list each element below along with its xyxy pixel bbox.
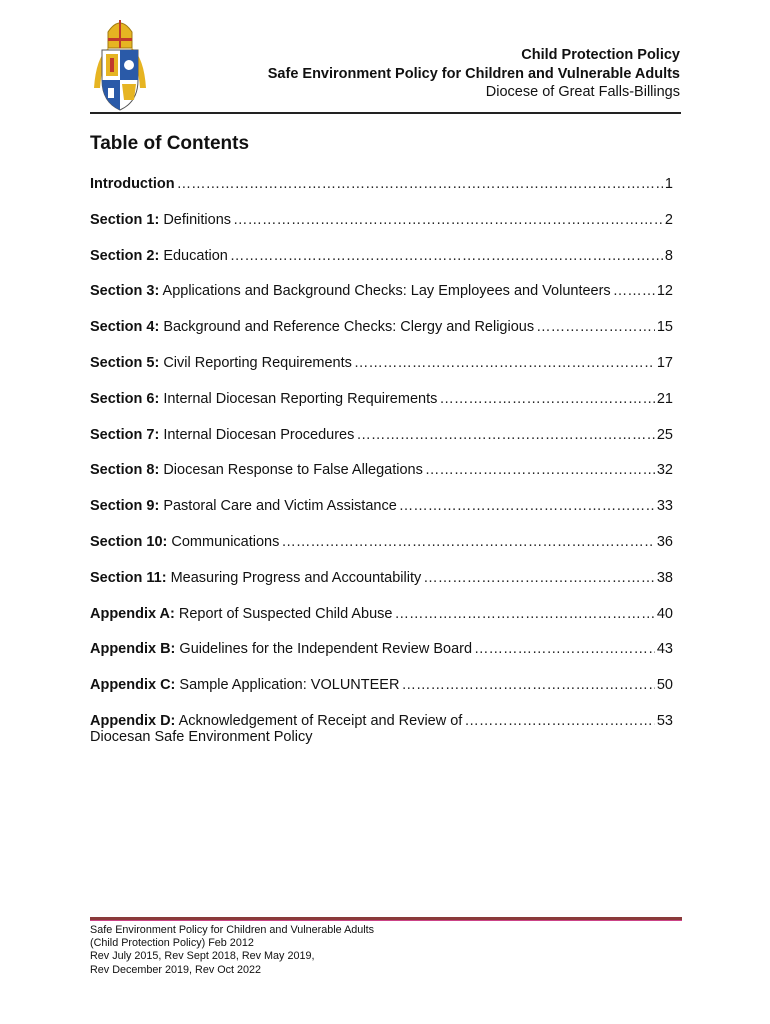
toc-entry[interactable]	[90, 176, 673, 212]
toc-entry-page: 33	[656, 498, 673, 515]
toc-entry-page: 53	[656, 712, 673, 729]
toc-entry-page: 1	[664, 176, 673, 192]
toc-entry-text: Education	[159, 247, 228, 264]
toc-entry-text-continued: Diocesan Safe Environment Policy	[90, 728, 313, 745]
toc-dot-leader	[536, 319, 655, 335]
toc-dot-leader	[356, 427, 655, 443]
toc-entry-text: Report of Suspected Child Abuse	[174, 605, 393, 622]
toc-entry-label: Section 4:	[90, 319, 160, 336]
footer-line: Rev July 2015, Rev Sept 2018, Rev May 2019,	[90, 950, 315, 963]
toc-entry-text: Applications and Background Checks: Lay Employees and Volunteers	[159, 283, 611, 300]
footer-line: Safe Environment Policy for Children and Vulnerable Adults	[90, 924, 375, 936]
toc-entry-label: Section 2:	[90, 247, 160, 264]
toc-entry-label: Section 11:	[90, 569, 167, 586]
header-policy-subtitle: Safe Environment Policy for Children and Vulnerable Adults	[267, 65, 680, 82]
toc-entry[interactable]	[90, 606, 673, 642]
toc-entry-text: Sample Application: VOLUNTEER	[175, 677, 400, 694]
toc-dot-leader	[177, 176, 663, 192]
toc-entry[interactable]	[90, 713, 673, 745]
toc-entry-text: Communications	[167, 533, 280, 550]
toc-entry-page: 32	[656, 462, 673, 479]
toc-entry-label: Section 5:	[90, 354, 160, 371]
toc-entry-page: 8	[664, 247, 673, 264]
toc-dot-leader	[439, 391, 654, 407]
document-header	[268, 46, 680, 102]
toc-entry-text: Definitions	[159, 211, 232, 228]
toc-entry-page: 15	[656, 319, 673, 336]
toc-entry-page: 36	[656, 533, 673, 550]
document-footer	[90, 924, 374, 977]
header-diocese-name: Diocese of Great Falls-Billings	[485, 84, 680, 100]
toc-entry[interactable]	[90, 212, 673, 248]
toc-entry-text: Internal Diocesan Reporting Requirements	[159, 390, 438, 407]
toc-entry[interactable]	[90, 534, 673, 570]
toc-entry-label: Section 8:	[90, 462, 160, 479]
toc-entry-label: Appendix A:	[90, 605, 175, 622]
toc-entry[interactable]	[90, 427, 673, 463]
toc-entry[interactable]	[90, 462, 673, 498]
footer-divider	[90, 917, 682, 921]
toc-dot-leader	[474, 641, 655, 657]
toc-entry-page: 25	[656, 426, 673, 443]
toc-entry-page: 21	[656, 390, 673, 407]
toc-dot-leader	[464, 713, 655, 729]
toc-title: Table of Contents	[90, 133, 250, 154]
footer-line: Rev December 2019, Rev Oct 2022	[90, 963, 262, 976]
toc-dot-leader	[401, 677, 654, 693]
toc-entry-label: Section 1:	[90, 211, 160, 228]
toc-entry-page: 43	[656, 641, 673, 658]
toc-entry-page: 50	[656, 677, 673, 694]
toc-entry-text: Measuring Progress and Accountability	[166, 569, 422, 586]
toc-entry-text: Civil Reporting Requirements	[159, 354, 352, 371]
toc-entry-text: Guidelines for the Independent Review Board	[175, 641, 473, 658]
toc-entry[interactable]	[90, 641, 673, 677]
toc-entry[interactable]	[90, 498, 673, 534]
diocese-coat-of-arms-logo	[88, 18, 152, 112]
toc-dot-leader	[281, 534, 654, 550]
toc-dot-leader	[395, 606, 655, 622]
toc-entry[interactable]	[90, 391, 673, 427]
toc-dot-leader	[425, 462, 655, 478]
toc-entry-label: Section 6:	[90, 390, 160, 407]
toc-entry-label: Section 7:	[90, 426, 160, 443]
table-of-contents	[90, 176, 673, 745]
toc-entry-label: Introduction	[90, 176, 175, 192]
toc-entry-page: 2	[664, 211, 673, 228]
toc-entry[interactable]	[90, 355, 673, 391]
toc-entry-label: Section 9:	[90, 498, 160, 515]
toc-entry-text: Acknowledgement of Receipt and Review of	[175, 712, 463, 729]
toc-entry[interactable]	[90, 283, 673, 319]
footer-line: (Child Protection Policy) Feb 2012	[90, 937, 254, 950]
toc-dot-leader	[423, 570, 655, 586]
toc-entry-page: 38	[656, 569, 673, 586]
toc-entry-page: 12	[656, 283, 673, 300]
toc-entry-text: Diocesan Response to False Allegations	[159, 462, 423, 479]
toc-dot-leader	[354, 355, 655, 371]
toc-entry-label: Section 3:	[90, 283, 160, 300]
toc-entry-label: Section 10:	[90, 533, 168, 550]
toc-entry-label: Appendix B:	[90, 641, 176, 658]
toc-entry-text: Internal Diocesan Procedures	[159, 426, 355, 443]
toc-entry[interactable]	[90, 248, 673, 284]
toc-entry[interactable]	[90, 319, 673, 355]
toc-entry-label: Appendix D:	[90, 712, 176, 729]
toc-entry-text: Pastoral Care and Victim Assistance	[159, 498, 397, 515]
toc-entry[interactable]	[90, 570, 673, 606]
toc-entry-page: 40	[656, 605, 673, 622]
toc-dot-leader	[233, 212, 663, 228]
toc-dot-leader	[230, 248, 663, 264]
toc-entry-page: 17	[656, 354, 673, 371]
toc-dot-leader	[613, 283, 655, 299]
toc-entry-label: Appendix C:	[90, 677, 176, 694]
toc-entry-text: Background and Reference Checks: Clergy and Religious	[159, 319, 535, 336]
header-divider	[90, 112, 681, 114]
toc-dot-leader	[399, 498, 655, 514]
toc-entry[interactable]	[90, 677, 673, 713]
header-policy-title: Child Protection Policy	[521, 47, 680, 63]
